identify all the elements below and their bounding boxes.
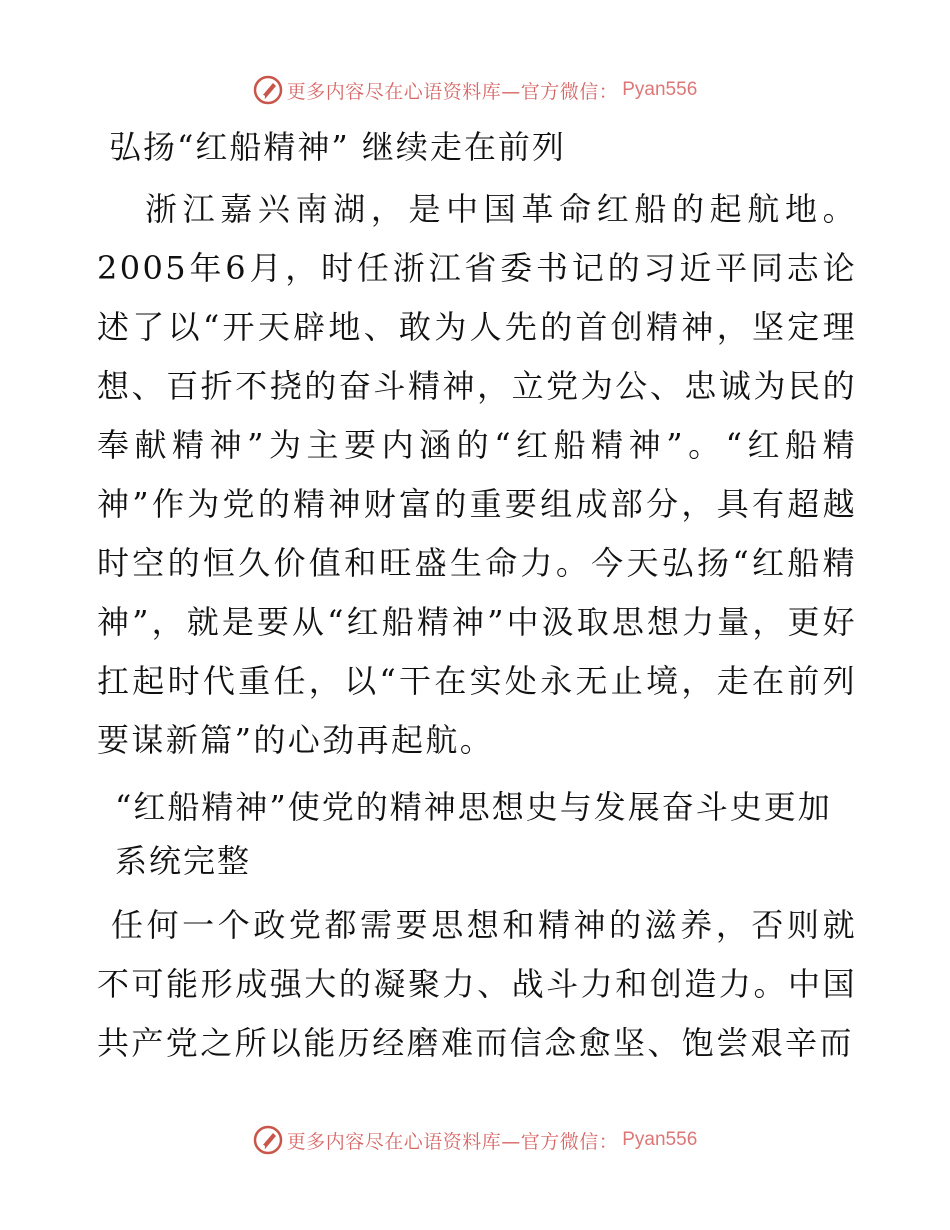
watermark-handle: Pyan556	[622, 1129, 698, 1150]
watermark-text: 更多内容尽在心语资料库—官方微信：	[286, 80, 619, 103]
watermark-text: 更多内容尽在心语资料库—官方微信：	[286, 1130, 619, 1153]
watermark-handle: Pyan556	[622, 79, 698, 100]
paragraph-1: 浙江嘉兴南湖，是中国革命红船的起航地。2005年6月，时任浙江省委书记的习近平同志论述了以“开天辟地、敢为人先的首创精神，坚定理想、百折不挠的奋斗精神，立党为公、忠诚为民的奉献精神”为主要内涵的“红船精神”。“红船精神”作为党的精神财富的重要组成部分，具有超越时空的恒久价值和旺盛生命力。今天弘扬“红船精神”，就是要从“红船精神”中汲取思想力量，更好扛起时代重任，以“干在实处永无止境，走在前列要谋新篇”的心劲再起航。	[97, 190, 857, 759]
watermark-footer	[0, 1122, 950, 1158]
paragraph-2: 任何一个政党都需要思想和精神的滋养，否则就不可能形成强大的凝聚力、战斗力和创造力。中国共产党之所以能历经磨难而信念愈坚、饱尝艰辛而	[97, 906, 857, 1062]
pen-logo-icon	[253, 1125, 283, 1155]
watermark-header	[0, 72, 950, 108]
pen-logo-icon	[253, 75, 283, 105]
article	[97, 122, 857, 1073]
article-title: 弘扬“红船精神” 继续走在前列	[109, 128, 566, 166]
subheading: “红船精神”使党的精神思想史与发展奋斗史更加系统完整	[115, 788, 832, 880]
